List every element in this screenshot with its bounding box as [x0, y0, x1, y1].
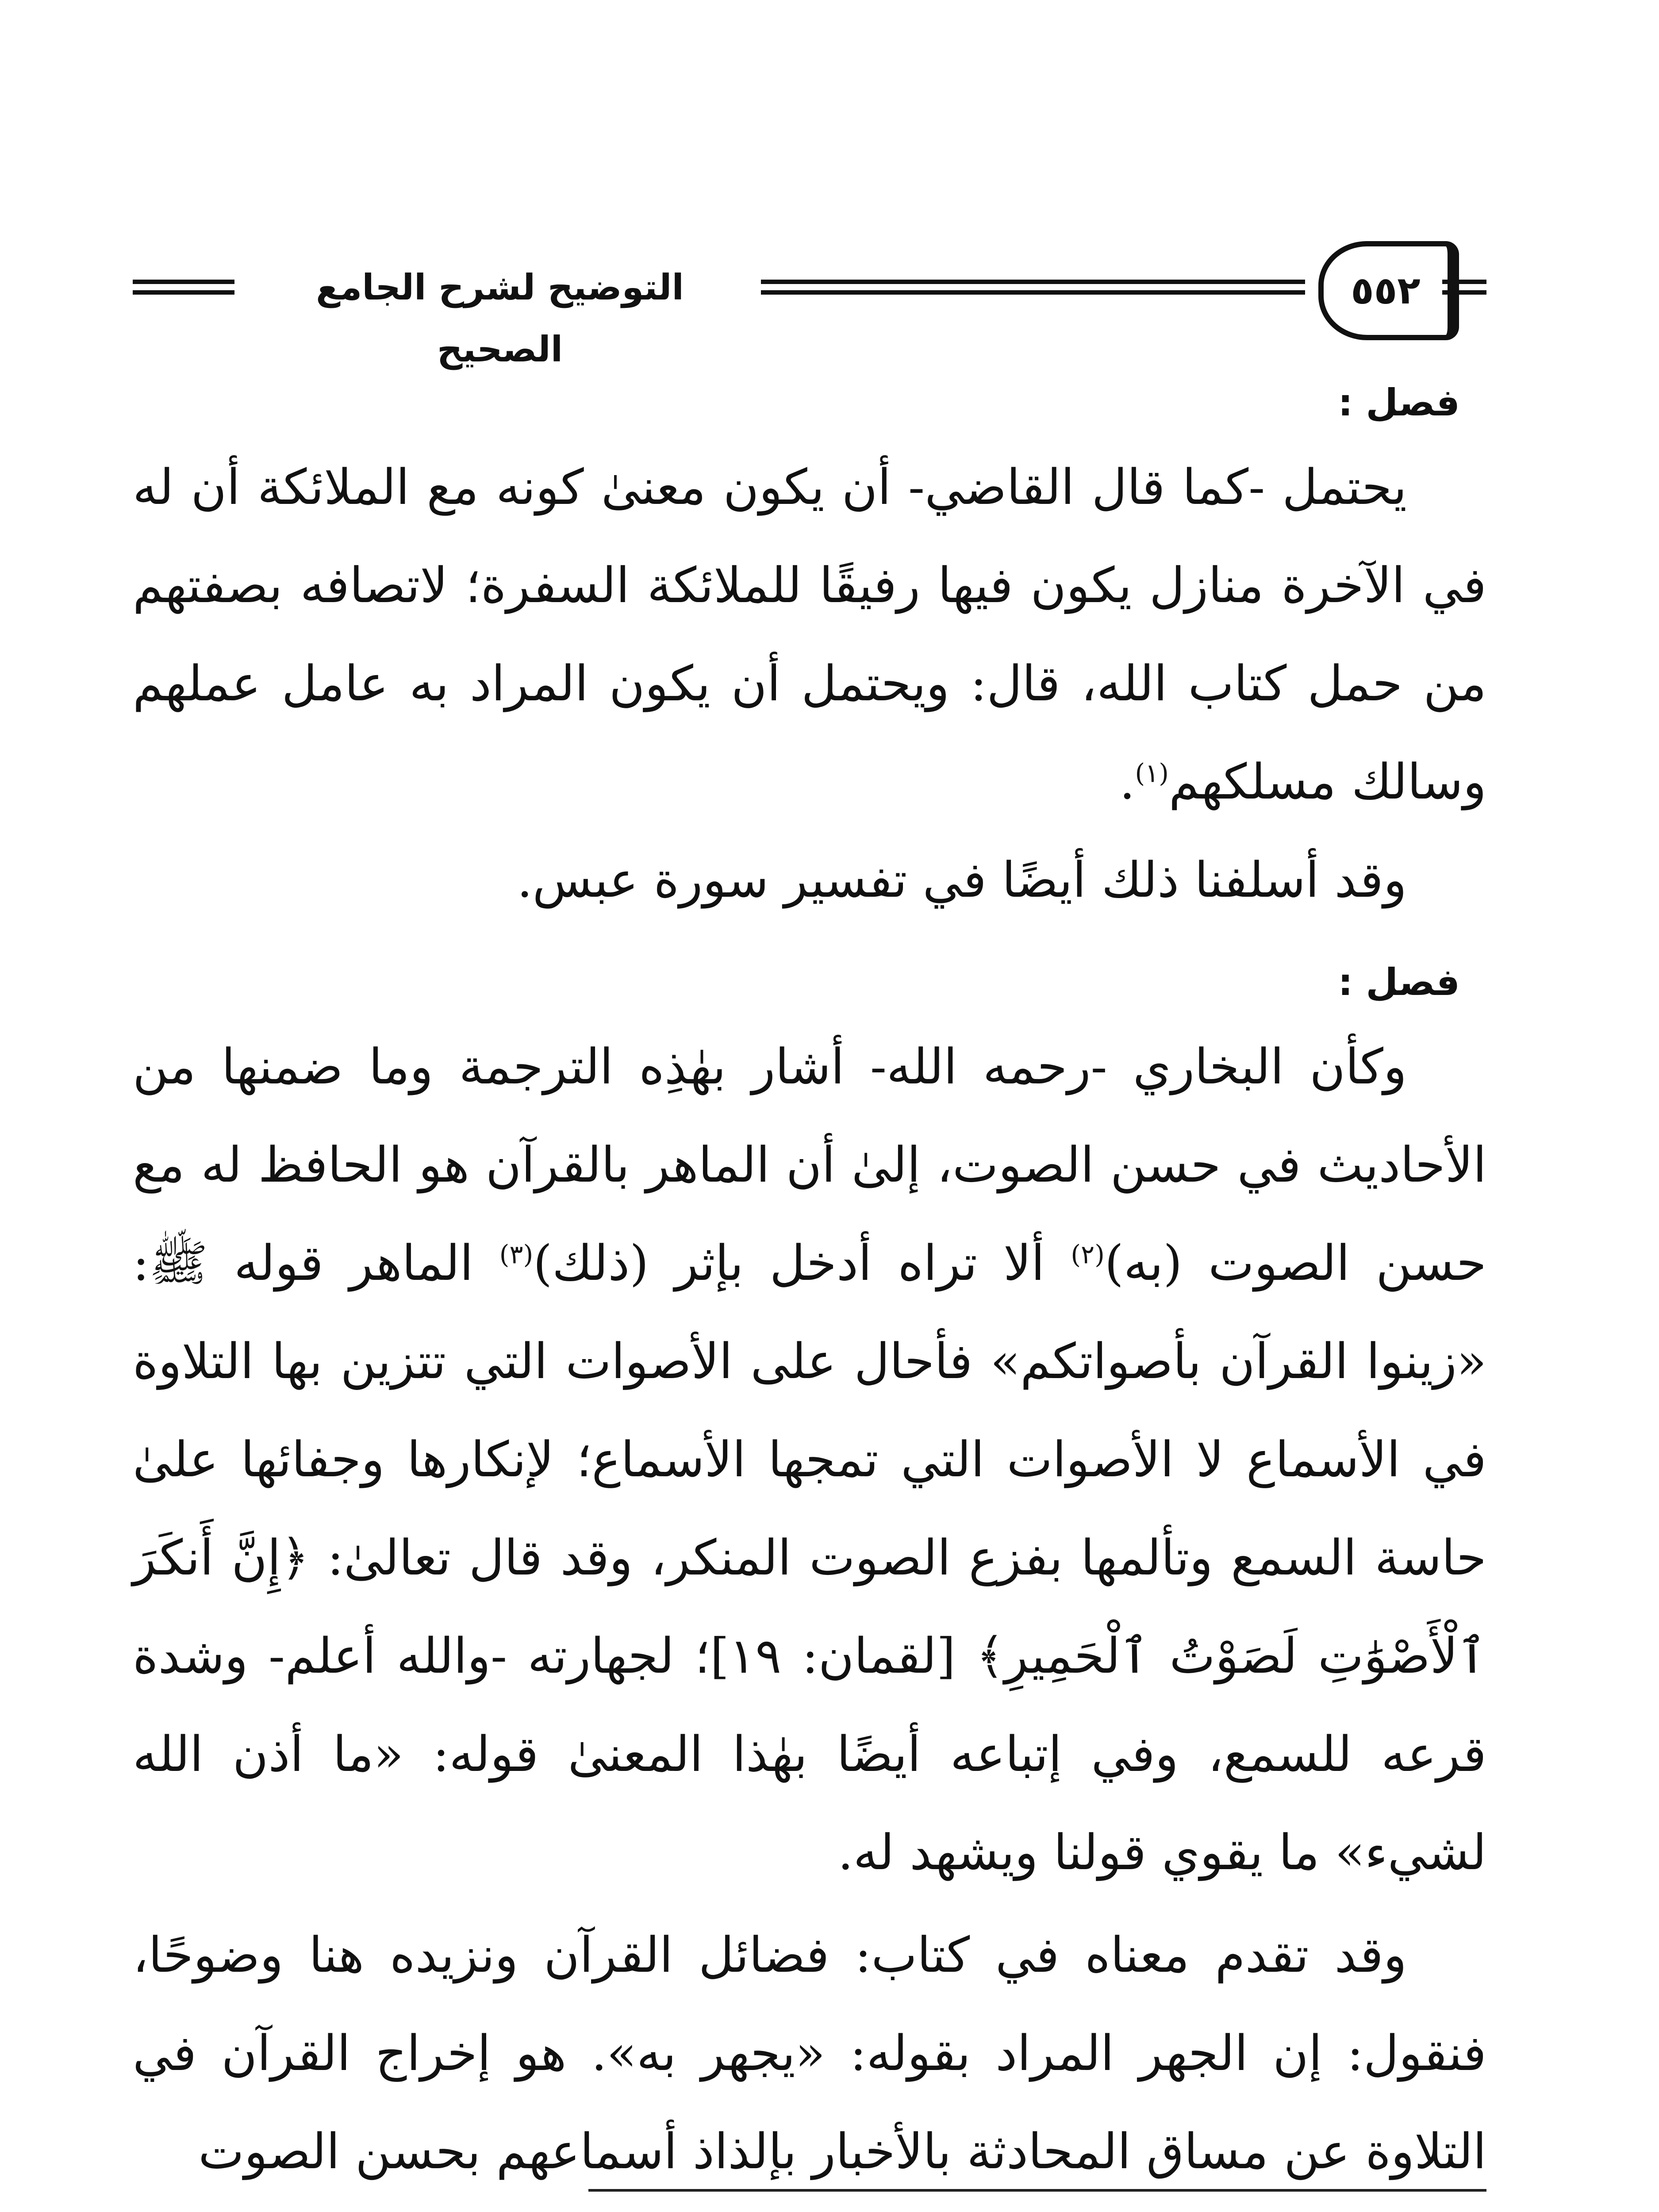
- header-rule-middle: [761, 280, 1305, 295]
- paragraph: وقد تقدم معناه في كتاب: فضائل القرآن ونزيده هنا وضوحًا، فنقول: إن الجهر المراد بقوله: «يجهر به». هو إخراج القرآن في التلاوة عن مساق المحادثة بالأخبار بإلذاذ أسماعهم بحسن الصوت: [133, 1927, 1486, 2180]
- paragraph-text: يحتمل -كما قال القاضي- أن يكون معنىٰ كونه مع الملائكة أن له في الآخرة منازل يكون فيها رفيقًا للملائكة السفرة؛ لاتصافه بصفتهم من حمل كتاب الله، قال: ويحتمل أن يكون المراد به عامل عملهم وسالك مسلكهم: [133, 459, 1486, 810]
- footnote-separator: [588, 2189, 1486, 2192]
- paragraph: وقد أسلفنا ذلك أيضًا في تفسير سورة عبس.: [517, 852, 1407, 908]
- paragraph-end: .: [1119, 753, 1135, 810]
- paragraph-text: ألا تراه أدخل بإثر (ذلك): [533, 1235, 1071, 1291]
- footnote-ref: (١): [1135, 758, 1169, 788]
- section-heading: فصل :: [1338, 381, 1460, 424]
- header-rule-right: [1442, 280, 1486, 295]
- paragraph-text: وكأن البخاري -رحمه الله- أشار بهٰذِه الترجمة وما ضمنها من الأحاديث في حسن الصوت، إلىٰ أن الماهر بالقرآن هو الحافظ له مع حسن الصوت (به): [133, 1038, 1486, 1291]
- running-title: التوضيح لشرح الجامع الصحيح: [316, 267, 684, 370]
- footnote-ref: (٣): [499, 1239, 534, 1270]
- paragraph: [133, 1018, 1486, 1901]
- paragraph: [133, 438, 1486, 831]
- footnote-ref: (٢): [1071, 1239, 1105, 1270]
- section-heading: فصل :: [1338, 960, 1460, 1004]
- page-number: ٥٥٢: [1318, 241, 1459, 340]
- paragraph-text: الماهر قوله ﷺ: «زينوا القرآن بأصواتكم» فأحال على الأصوات التي تتزين بها التلاوة في الأسماع لا الأصوات التي تمجها الأسماع؛ لإنكارها وجفائها علىٰ حاسة السمع وتألمها بفزع الصوت المنكر، وقد قال تعالىٰ: ﴿إِنَّ أَنكَرَ ٱلْأَصْوَٰتِ لَصَوْتُ ٱلْحَمِيرِ﴾ [لقمان: ١٩]؛ لجهارته -والله أعلم- وشدة قرعه للسمع، وفي إتباعه أيضًا بهٰذا المعنىٰ قوله: «ما أذن الله لشيء» ما يقوي قولنا ويشهد له.: [133, 1235, 1486, 1881]
- header-rule-left: [133, 280, 234, 295]
- page-header: [133, 239, 1486, 370]
- page-body: [133, 367, 1486, 2200]
